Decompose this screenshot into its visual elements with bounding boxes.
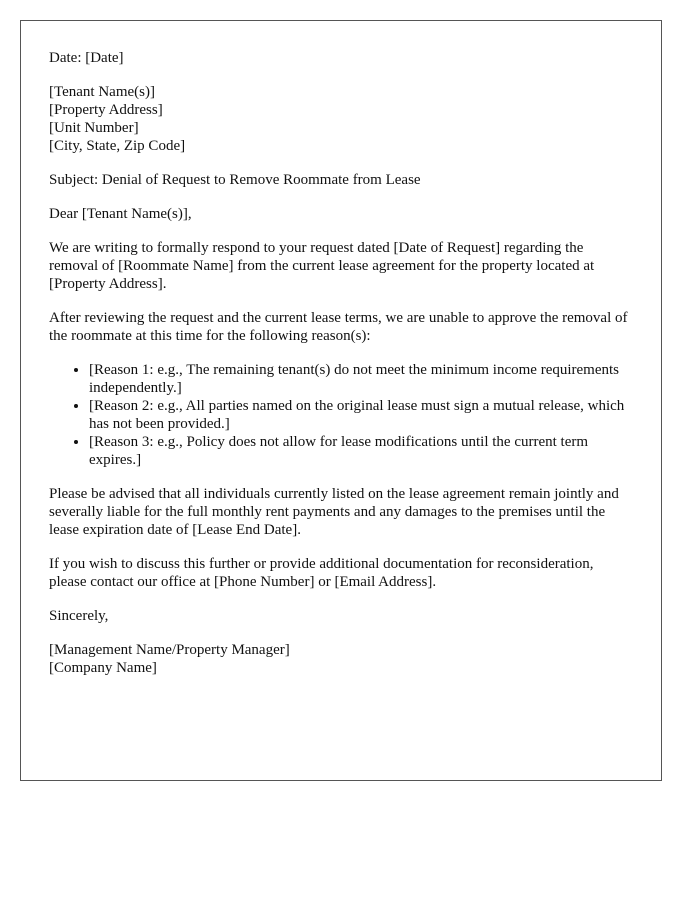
date-line: Date: [Date]: [49, 50, 124, 66]
subject-line: Subject: Denial of Request to Remove Roommate from Lease: [49, 172, 421, 188]
closing: Sincerely,: [49, 608, 109, 624]
reason-item: • [Reason 2: e.g., All parties named on the original lease must sign a mutual release, which has not been provided.]: [89, 397, 632, 433]
paragraph-liability: Please be advised that all individuals currently listed on the lease agreement remain jointly and severally liable for the full monthly rent payments and any damages to the premises until the lease expiration date of [Lease End Date].: [49, 486, 619, 538]
salutation: Dear [Tenant Name(s)],: [49, 206, 192, 222]
letter: [20, 20, 662, 781]
paragraph-denial: After reviewing the request and the current lease terms, we are unable to approve the removal of the roommate at this time for the following reason(s):: [49, 310, 628, 344]
manager-name: [Management Name/Property Manager]: [49, 642, 290, 658]
property-address: [Property Address]: [49, 102, 163, 118]
city-state-zip: [City, State, Zip Code]: [49, 138, 186, 154]
reasons-list: [49, 361, 632, 469]
signature-block: [49, 641, 632, 677]
company-name: [Company Name]: [49, 660, 157, 676]
reason-item: • [Reason 1: e.g., The remaining tenant(s) do not meet the minimum income requirements independently.]: [89, 361, 632, 397]
recipient-address: [49, 83, 632, 155]
unit-number: [Unit Number]: [49, 120, 139, 136]
tenant-name: [Tenant Name(s)]: [49, 84, 155, 100]
reason-item: • [Reason 3: e.g., Policy does not allow for lease modifications until the current term expires.]: [89, 433, 632, 469]
paragraph-contact: If you wish to discuss this further or provide additional documentation for reconsideration, please contact our office at [Phone Number] or [Email Address].: [49, 556, 594, 590]
paragraph-request: We are writing to formally respond to your request dated [Date of Request] regarding the removal of [Roommate Name] from the current lease agreement for the property located at [Property Address].: [49, 240, 595, 292]
